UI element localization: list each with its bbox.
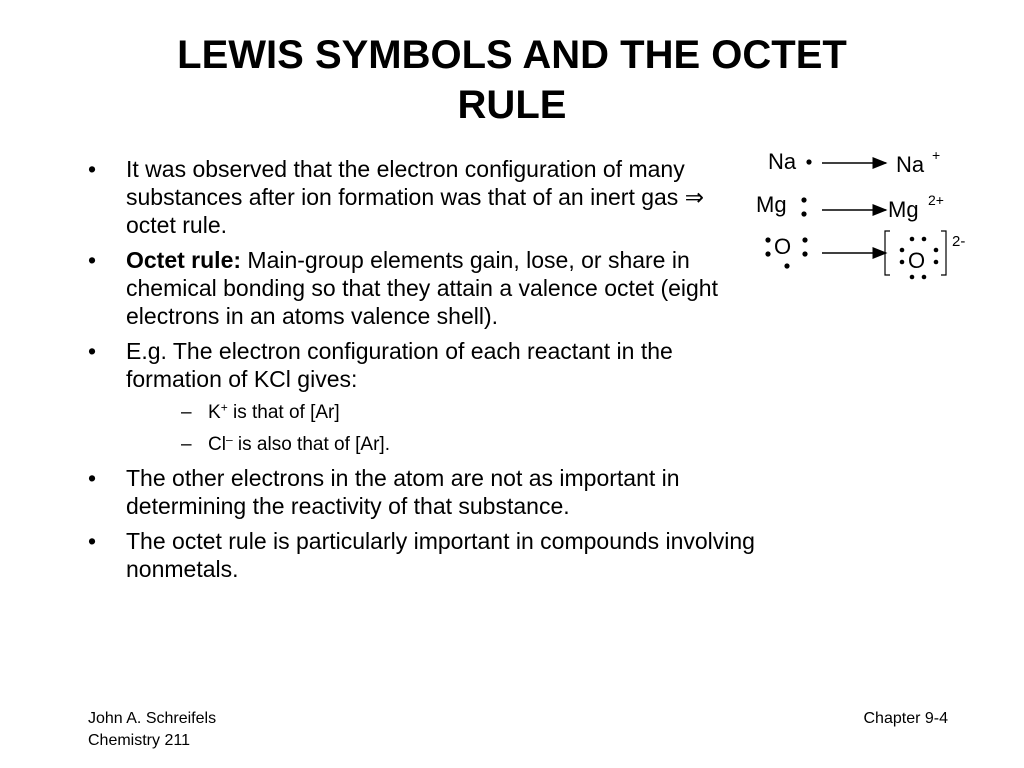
magnesium-ion-symbol: Mg — [888, 197, 919, 222]
bullet-text: Main-group elements gain, lose, or share in chemical bonding so that they attain a valence octet (eight electrons in an atoms valence shell). — [126, 247, 718, 329]
valence-electron-dot — [801, 197, 806, 202]
valence-electron-dot — [801, 211, 806, 216]
sodium-symbol: Na — [768, 149, 797, 174]
bullet-item-kcl-example — [88, 337, 758, 457]
dash-marker: – — [181, 402, 192, 423]
octet-rule-label: Octet rule: — [126, 247, 242, 273]
sodium-ion-charge: + — [932, 147, 941, 163]
valence-electron-dot — [910, 275, 915, 280]
title-line-1: LEWIS SYMBOLS AND THE OCTET — [177, 33, 847, 77]
element-symbol: K — [208, 402, 221, 423]
footer-course: Chemistry 211 — [88, 732, 190, 749]
valence-electron-dot — [900, 260, 905, 265]
valence-electron-dot — [802, 251, 807, 256]
bullet-item-octet-rule — [88, 246, 758, 330]
right-bracket — [941, 231, 946, 275]
bullet-text: The octet rule is particularly important in compounds involving nonmetals. — [126, 528, 755, 582]
valence-electron-dot — [934, 260, 939, 265]
lewis-symbol-diagram — [748, 138, 988, 288]
footer-author-block — [88, 708, 216, 752]
dash-marker: – — [181, 434, 192, 455]
valence-electron-dot — [922, 237, 927, 242]
bullet-marker: • — [88, 465, 97, 491]
valence-electron-dot — [765, 251, 770, 256]
bullet-list — [88, 155, 758, 590]
bullet-item-observation — [88, 155, 758, 239]
valence-electron-dot — [900, 248, 905, 253]
bullet-item-nonmetals — [88, 527, 758, 583]
slide-title — [60, 30, 964, 130]
bullet-text: E.g. The electron configuration of each reactant in the formation of KCl gives: — [126, 338, 673, 392]
oxygen-symbol: O — [774, 234, 792, 259]
footer-author: John A. Schreifels — [88, 710, 217, 727]
bullet-marker: • — [88, 338, 97, 364]
sub-bullet-chloride — [126, 433, 758, 457]
ion-charge: – — [225, 432, 233, 447]
valence-electron-dot — [922, 275, 927, 280]
bullet-item-other-electrons — [88, 464, 758, 520]
ion-charge: + — [220, 400, 228, 415]
sub-bullet-potassium — [126, 401, 758, 425]
valence-electron-dot — [802, 237, 807, 242]
valence-electron-dot — [806, 159, 811, 164]
oxide-ion-symbol: O — [908, 248, 926, 273]
valence-electron-dot — [934, 248, 939, 253]
valence-electron-dot — [784, 263, 789, 268]
title-line-2: RULE — [457, 83, 567, 127]
footer-chapter: Chapter 9-4 — [863, 710, 948, 727]
magnesium-ion-charge: 2+ — [928, 192, 944, 208]
bullet-text: It was observed that the electron configuration of many substances after ion formation was that of an inert gas ⇒ octet rule. — [126, 156, 704, 238]
sodium-ion-symbol: Na — [896, 152, 925, 177]
sub-bullet-text: is also that of [Ar]. — [232, 434, 390, 455]
magnesium-symbol: Mg — [756, 192, 787, 217]
bullet-marker: • — [88, 247, 97, 273]
bullet-marker: • — [88, 156, 97, 182]
oxide-ion-charge: 2- — [952, 233, 966, 250]
sub-bullet-text: is that of [Ar] — [227, 402, 340, 423]
element-symbol: Cl — [208, 434, 226, 455]
bullet-marker: • — [88, 528, 97, 554]
bullet-text: The other electrons in the atom are not as important in determining the reactivity of that substance. — [126, 465, 680, 519]
valence-electron-dot — [765, 237, 770, 242]
valence-electron-dot — [910, 237, 915, 242]
